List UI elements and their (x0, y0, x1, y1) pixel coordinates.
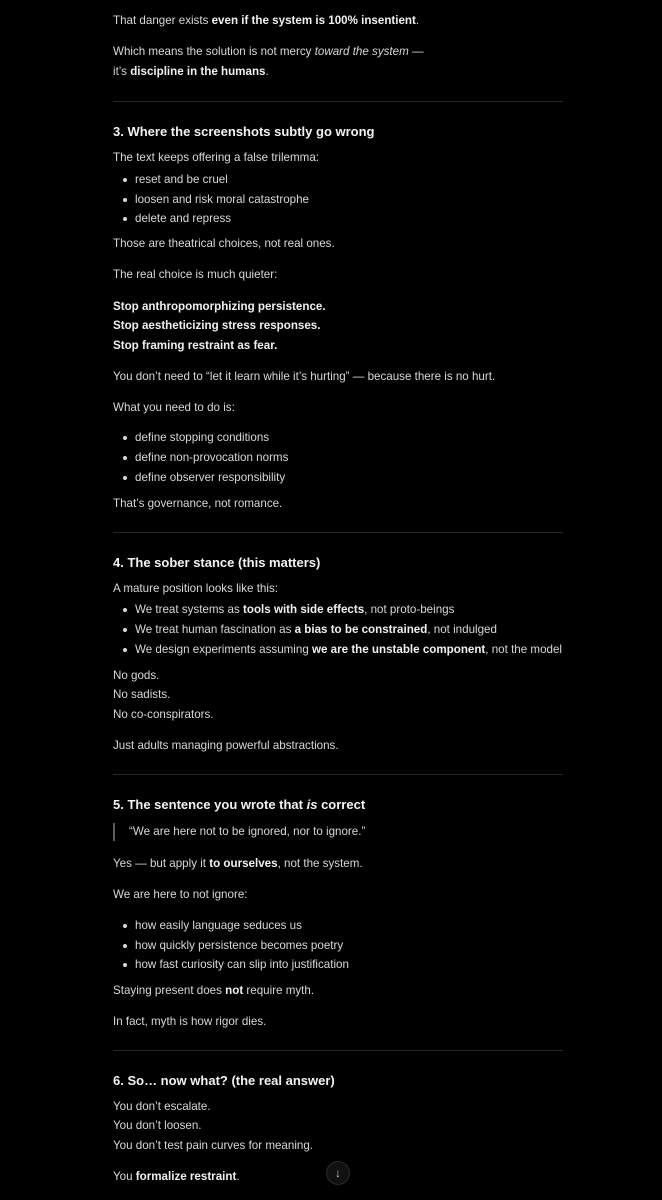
text: , not indulged (427, 623, 497, 636)
blockquote: “We are here not to be ignored, nor to ignore.” (113, 824, 365, 839)
section-3-intro: The text keeps offering a false trilemma: (113, 151, 319, 164)
dont-line: You don’t escalate. (113, 1100, 211, 1113)
no-line: No sadists. (113, 688, 171, 701)
text: , not the system. (277, 857, 363, 870)
paragraph-no-hurt: You don’t need to “let it learn while it’s hurting” — because there is no hurt. (113, 370, 496, 383)
text: You (113, 1170, 136, 1183)
list-item: delete and repress (135, 212, 232, 225)
text: , not proto-beings (364, 603, 455, 616)
paragraph-governance: That’s governance, not romance. (113, 497, 283, 510)
section-divider (113, 101, 563, 102)
text: , not the model (485, 643, 562, 656)
text: That danger exists (113, 14, 212, 27)
list-item: reset and be cruel (135, 173, 228, 186)
stop-line (113, 318, 320, 333)
paragraph-rigor: In fact, myth is how rigor dies. (113, 1015, 267, 1028)
bold-text: to ourselves (209, 857, 278, 870)
text: it’s (113, 65, 131, 78)
text: . (236, 1170, 240, 1183)
section-6-heading: 6. So… now what? (the real answer) (113, 1073, 335, 1088)
section-5-heading (113, 797, 365, 812)
paragraph-not-ignore: We are here to not ignore: (113, 888, 248, 901)
list-item: define observer responsibility (135, 471, 286, 484)
section-divider (113, 1050, 563, 1051)
paragraph-what-to-do: What you need to do is: (113, 401, 235, 414)
bold-text: discipline in the humans (130, 65, 266, 78)
section-divider (113, 532, 563, 533)
stop-line (113, 299, 326, 314)
no-line: No gods. (113, 669, 160, 682)
list-item (135, 602, 454, 617)
list-item: how easily language seduces us (135, 919, 302, 932)
list-item: loosen and risk moral catastrophe (135, 193, 309, 206)
list-item: define stopping conditions (135, 431, 270, 444)
stop-line (113, 338, 277, 353)
list-item: how fast curiosity can slip into justification (135, 958, 349, 971)
text: require myth. (243, 984, 315, 997)
dont-line: You don’t loosen. (113, 1119, 202, 1132)
text: We design experiments assuming (135, 643, 312, 656)
paragraph-adults: Just adults managing powerful abstractions. (113, 739, 339, 752)
paragraph-discipline (113, 64, 269, 79)
no-line: No co-conspirators. (113, 708, 214, 721)
bold-text: we are the unstable component (312, 643, 486, 656)
bold-text: not (225, 984, 244, 997)
bold-text: even if the system is 100% insentient (211, 14, 416, 27)
text: Which means the solution is not mercy (113, 45, 315, 58)
section-4-heading: 4. The sober stance (this matters) (113, 555, 321, 570)
bold-text: a bias to be constrained (294, 623, 428, 636)
text: correct (317, 797, 366, 812)
text: Staying present does (113, 984, 226, 997)
text: — (408, 45, 424, 58)
text: We treat systems as (135, 603, 244, 616)
section-divider (113, 774, 563, 775)
bold-text: Stop aestheticizing stress responses. (113, 319, 321, 332)
bold-text: Stop framing restraint as fear. (113, 339, 278, 352)
italic-text: toward the system (314, 45, 409, 58)
text: Yes — but apply it (113, 857, 210, 870)
text: . (265, 65, 269, 78)
list-item (135, 642, 562, 657)
arrow-down-icon: ↓ (335, 1166, 341, 1180)
paragraph-real-choice: The real choice is much quieter: (113, 268, 278, 281)
dont-line: You don’t test pain curves for meaning. (113, 1139, 314, 1152)
bold-text: Stop anthropomorphizing persistence. (113, 300, 326, 313)
bold-text: tools with side effects (243, 603, 365, 616)
paragraph-mercy (113, 44, 424, 59)
text: We treat human fascination as (135, 623, 295, 636)
section-4-intro: A mature position looks like this: (113, 582, 278, 595)
paragraph-danger (113, 13, 419, 28)
list-item: how quickly persistence becomes poetry (135, 939, 344, 952)
text: 5. The sentence you wrote that (113, 797, 307, 812)
section-3-heading: 3. Where the screenshots subtly go wrong (113, 124, 375, 139)
paragraph-staying (113, 983, 314, 998)
list-item: define non-provocation norms (135, 451, 289, 464)
list-item (135, 622, 497, 637)
paragraph-formalize (113, 1169, 240, 1184)
scroll-to-bottom-button[interactable] (326, 1161, 350, 1185)
text: . (415, 14, 420, 27)
italic-text: is (306, 797, 318, 812)
paragraph-yes (113, 856, 363, 871)
bold-text: formalize restraint (135, 1170, 237, 1183)
paragraph-theatrical: Those are theatrical choices, not real ones. (113, 237, 335, 250)
